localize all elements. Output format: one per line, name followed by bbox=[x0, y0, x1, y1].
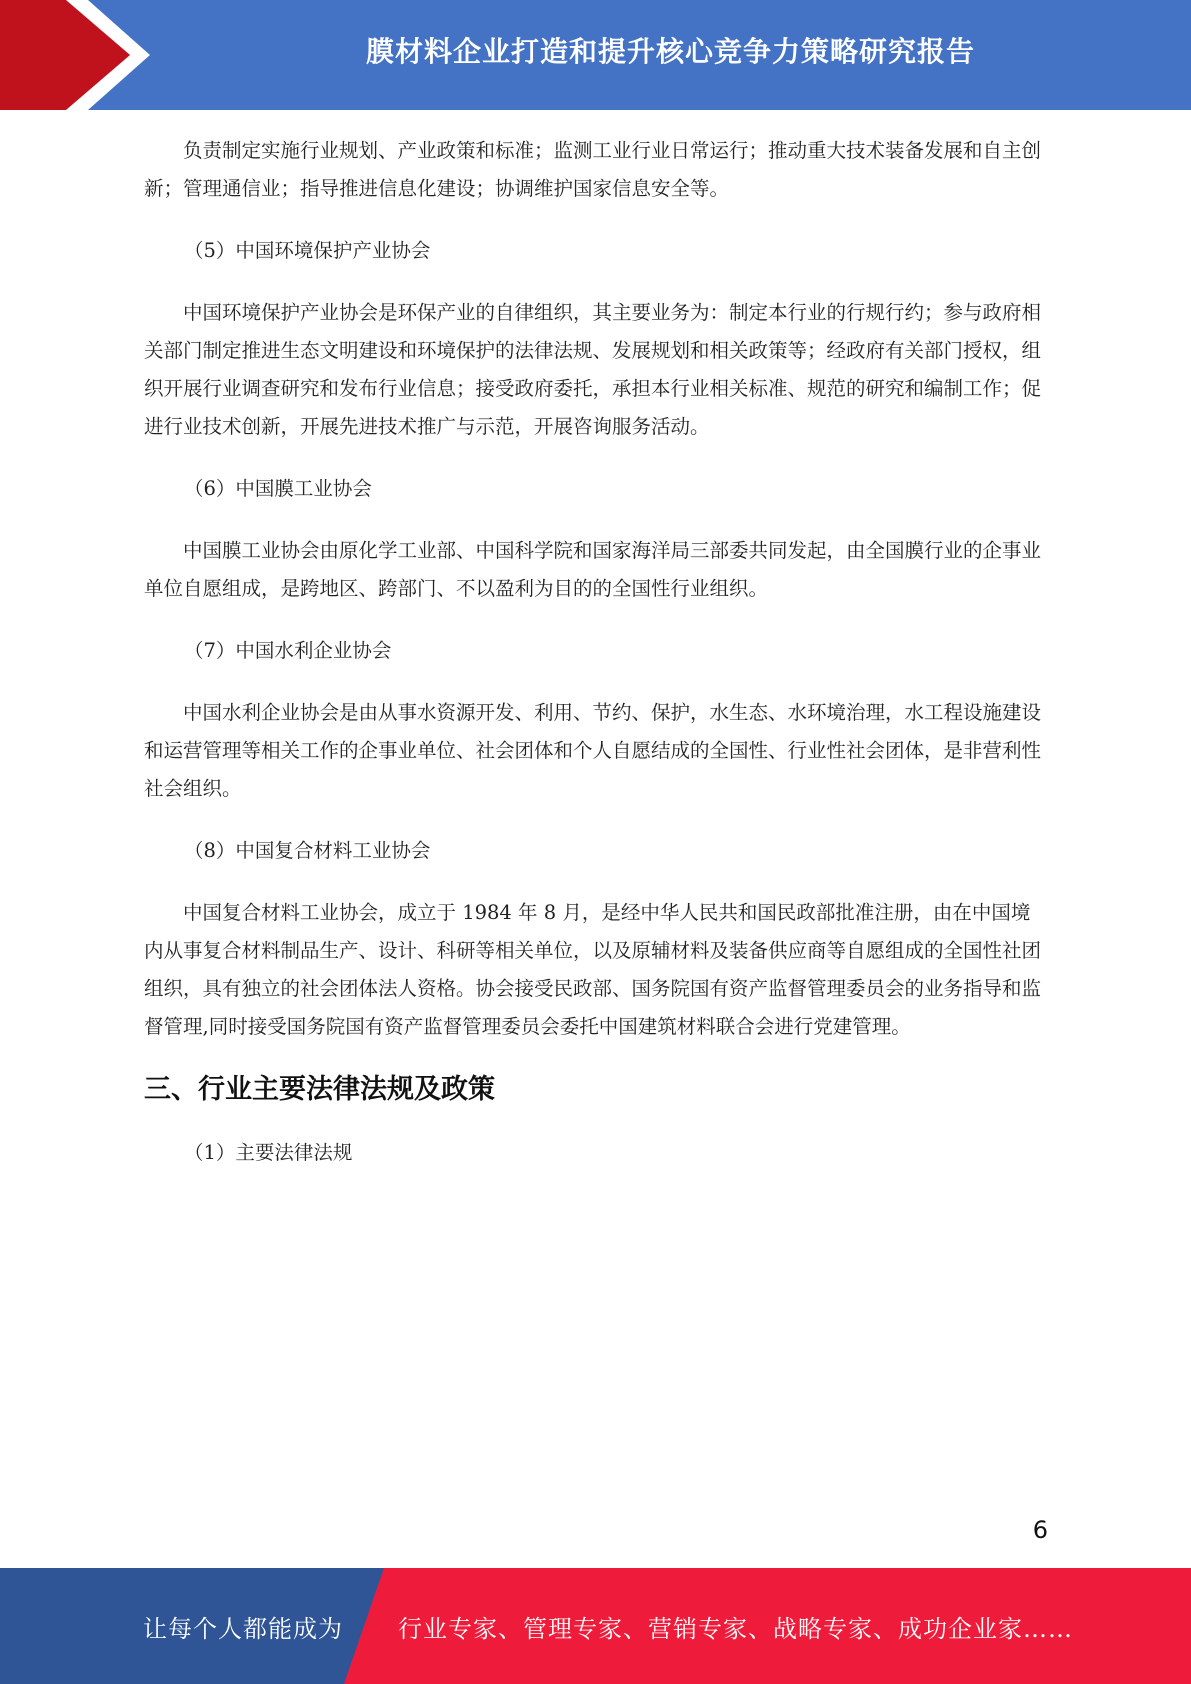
footer-slogan-right: 行业专家、管理专家、营销专家、战略专家、成功企业家…… bbox=[398, 1614, 1073, 1643]
intro-paragraph: 负责制定实施行业规划、产业政策和标准；监测工业行业日常运行；推动重大技术装备发展和自主创新；管理通信业；指导推进信息化建设；协调维护国家信息安全等。 bbox=[144, 139, 1042, 200]
item-paragraph-8: 中国复合材料工业协会，成立于 1984 年 8 月，是经中华人民共和国民政部批准注册，由在中国境内从事复合材料制品生产、设计、科研等相关单位，以及原辅材料及装备供应商等自愿组成的全国性社团组织，具有独立的社会团体法人资格。协会接受民政部、国务院国有资产监督管理委员会的业务指导和监督管理,同时接受国务院国有资产监督管理委员会委托中国建筑材料联合会进行党建管理。 bbox=[144, 901, 1042, 1038]
item-heading-8: （8）中国复合材料工业协会 bbox=[184, 839, 431, 862]
section-subheading: （1）主要法律法规 bbox=[184, 1141, 353, 1164]
section-title: 三、行业主要法律法规及政策 bbox=[144, 1074, 495, 1105]
item-heading-7: （7）中国水利企业协会 bbox=[184, 639, 392, 662]
footer-slogan-left: 让每个人都能成为 bbox=[143, 1614, 343, 1643]
report-footer bbox=[0, 1568, 1191, 1684]
page-number: 6 bbox=[1032, 1516, 1048, 1544]
item-heading-6: （6）中国膜工业协会 bbox=[184, 477, 372, 500]
report-header bbox=[0, 0, 1191, 110]
document-body bbox=[144, 132, 1048, 1196]
item-paragraph-5: 中国环境保护产业协会是环保产业的自律组织，其主要业务为：制定本行业的行规行约；参与政府相关部门制定推进生态文明建设和环境保护的法律法规、发展规划和相关政策等；经政府有关部门授权，组织开展行业调查研究和发布行业信息；接受政府委托，承担本行业相关标准、规范的研究和编制工作；促进行业技术创新，开展先进技术推广与示范，开展咨询服务活动。 bbox=[144, 301, 1042, 438]
item-paragraph-6: 中国膜工业协会由原化学工业部、中国科学院和国家海洋局三部委共同发起，由全国膜行业的企事业单位自愿组成，是跨地区、跨部门、不以盈利为目的的全国性行业组织。 bbox=[144, 539, 1042, 600]
report-title: 膜材料企业打造和提升核心竞争力策略研究报告 bbox=[365, 35, 975, 68]
item-paragraph-7: 中国水利企业协会是由从事水资源开发、利用、节约、保护，水生态、水环境治理，水工程设施建设和运营管理等相关工作的企事业单位、社会团体和个人自愿结成的全国性、行业性社会团体，是非营利性社会组织。 bbox=[144, 701, 1042, 800]
item-heading-5: （5）中国环境保护产业协会 bbox=[184, 239, 431, 262]
chevron-logo-icon bbox=[0, 0, 160, 110]
